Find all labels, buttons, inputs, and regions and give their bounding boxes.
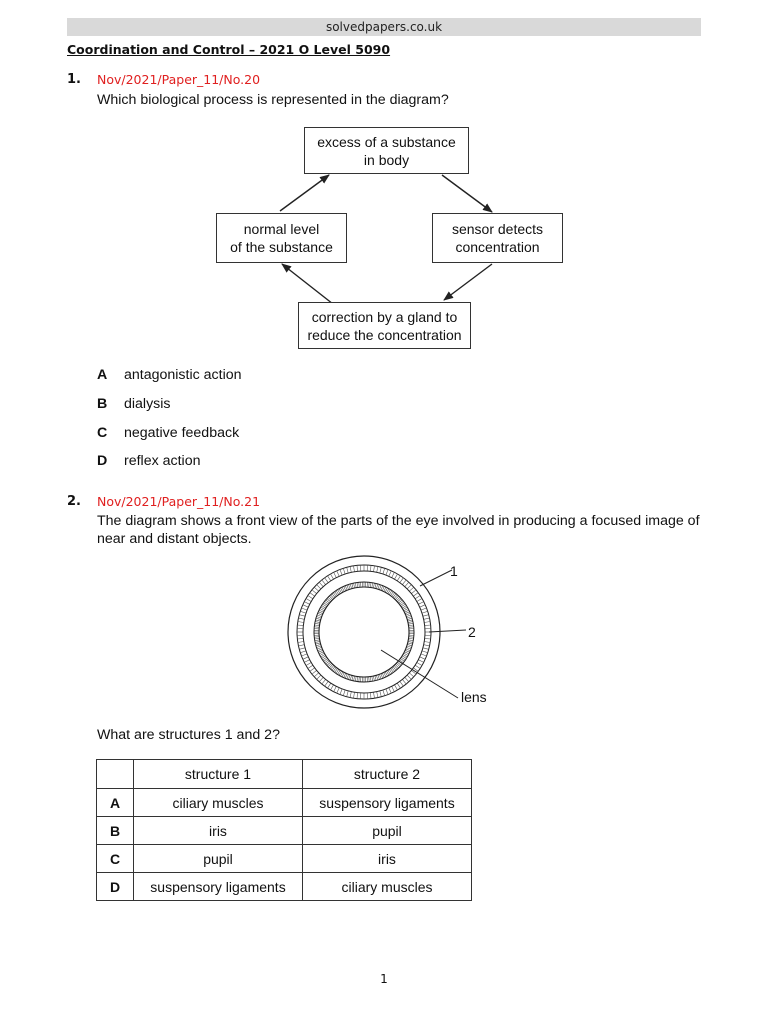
leader-2 [429, 630, 466, 632]
ligament-hatch-line [405, 612, 410, 614]
ciliary-hatch-line [337, 688, 340, 694]
ciliary-hatch-line [310, 593, 315, 597]
ciliary-hatch-line [300, 651, 306, 653]
eye-label-1: 1 [450, 563, 458, 579]
ligament-hatch-line [352, 676, 353, 681]
ciliary-hatch-line [386, 570, 388, 576]
ciliary-hatch-line [395, 685, 398, 690]
ciliary-hatch-line [319, 582, 323, 587]
ciliary-hatch-line [405, 582, 409, 587]
ciliary-hatch-line [302, 654, 308, 656]
ligament-hatch-line [347, 585, 349, 590]
ciliary-hatch-line [370, 565, 371, 571]
ligament-hatch-line [408, 643, 413, 644]
ciliary-hatch-line [299, 618, 305, 619]
ligament-hatch-line [373, 676, 374, 681]
option-text: reflex action [124, 453, 201, 469]
question-2-reference: Nov/2021/Paper_11/No.21 [97, 494, 261, 509]
ligament-hatch-line [318, 650, 323, 652]
ligament-hatch-line [350, 675, 351, 680]
row-structure-2: ciliary muscles [303, 873, 472, 901]
question-2-number: 2. [67, 494, 81, 509]
row-structure-1: ciliary muscles [134, 789, 303, 817]
q1-option-a[interactable] [97, 367, 242, 383]
ciliary-hatch-line [377, 692, 378, 698]
ligament-hatch-line [357, 677, 358, 682]
ligament-hatch-line [406, 649, 411, 651]
ciliary-hatch-line [303, 657, 309, 660]
ligament-hatch-line [314, 627, 319, 628]
ligament-hatch-line [355, 583, 356, 588]
ciliary-hatch-line [299, 645, 305, 646]
ligament-hatch-line [344, 673, 346, 678]
ciliary-hatch-line [357, 693, 358, 699]
ligament-hatch-line [352, 584, 353, 589]
ligament-hatch-line [345, 674, 347, 679]
ligament-hatch-line [315, 640, 320, 641]
ciliary-hatch-line [337, 571, 340, 577]
ciliary-hatch-line [322, 580, 326, 585]
answer-table [96, 759, 472, 901]
ligament-hatch-line [354, 583, 355, 588]
ligament-hatch-line [406, 613, 411, 615]
ciliary-hatch-line [389, 688, 392, 694]
arrow-bottom-to-left [282, 264, 333, 304]
table-header-structure-2: structure 2 [303, 760, 472, 789]
ciliary-hatch-line [424, 645, 430, 646]
q1-option-c[interactable] [97, 425, 239, 441]
ciliary-hatch-line [328, 683, 331, 688]
ligament-hatch-line [344, 586, 346, 591]
ciliary-hatch-line [331, 685, 334, 690]
ciliary-hatch-line [415, 665, 420, 668]
ciliary-hatch-line [340, 570, 342, 576]
ciliary-hatch-line [314, 587, 319, 591]
eye-label-lens: lens [461, 689, 487, 705]
box-excess-substance: excess of a substance in body [304, 127, 469, 174]
ciliary-hatch-line [413, 593, 418, 597]
ligament-hatch-line [408, 623, 413, 624]
ciliary-hatch-line [304, 660, 309, 663]
ciliary-hatch-line [377, 567, 378, 573]
ciliary-hatch-line [421, 654, 427, 656]
ciliary-hatch-line [407, 585, 411, 589]
ligament-hatch-line [409, 638, 414, 639]
ciliary-hatch-line [374, 692, 375, 698]
ligament-hatch-line [407, 617, 412, 619]
ciliary-hatch-line [421, 608, 427, 610]
ciliary-hatch-line [425, 625, 431, 626]
ciliary-hatch-line [302, 608, 308, 610]
ciliary-hatch-line [397, 576, 400, 581]
ligament-hatch-line [349, 675, 351, 680]
arrow-left-to-top [280, 175, 329, 211]
ciliary-hatch-line [424, 618, 430, 619]
ciliary-hatch-line [424, 642, 430, 643]
ligament-hatch-line [375, 584, 376, 589]
question-1-number: 1. [67, 72, 81, 87]
ciliary-hatch-line [383, 690, 385, 696]
ciliary-hatch-line [312, 590, 317, 594]
ligament-hatch-line [381, 586, 383, 591]
ligament-hatch-line [315, 622, 320, 623]
table-row[interactable] [97, 873, 472, 901]
ciliary-hatch-line [392, 572, 395, 577]
ciliary-hatch-line [423, 615, 429, 617]
ciliary-hatch-line [331, 574, 334, 579]
ligament-hatch-line [378, 584, 380, 589]
ligament-hatch-line [409, 637, 414, 638]
ligament-hatch-line [379, 674, 381, 679]
ciliary-hatch-line [340, 689, 342, 695]
ligament-hatch-line [405, 650, 410, 652]
ligament-hatch-line [407, 644, 412, 645]
ligament-hatch-line [407, 618, 412, 619]
arrow-right-to-bottom [444, 264, 492, 300]
ligament-hatch-line [316, 643, 321, 644]
site-header-bar: solvedpapers.co.uk [67, 18, 701, 36]
question-1-reference: Nov/2021/Paper_11/No.20 [97, 72, 261, 87]
ciliary-hatch-line [422, 651, 428, 653]
ciliary-hatch-line [402, 679, 406, 684]
ligament-hatch-line [315, 625, 320, 626]
ligament-hatch-line [369, 582, 370, 587]
ciliary-hatch-line [383, 568, 385, 574]
ligament-hatch-line [375, 676, 376, 681]
ciliary-hatch-line [374, 566, 375, 572]
ligament-hatch-line [409, 625, 414, 626]
ligament-hatch-line [350, 584, 351, 589]
ligament-hatch-line [379, 585, 381, 590]
option-letter: C [97, 425, 108, 441]
ciliary-hatch-line [319, 677, 323, 682]
ligament-hatch-line [382, 673, 384, 678]
table-row[interactable] [97, 789, 472, 817]
question-2-text: The diagram shows a front view of the parts of the eye involved in producing a focused image of near and distant objects. [97, 513, 700, 547]
row-key: B [97, 817, 134, 845]
ciliary-hatch-line [386, 689, 388, 695]
option-text: antagonistic action [124, 367, 242, 383]
ligament-hatch-line [345, 586, 347, 591]
ciliary-hatch-line [423, 648, 429, 650]
ciliary-hatch-line [400, 681, 404, 686]
row-structure-1: iris [134, 817, 303, 845]
ciliary-hatch-line [418, 660, 423, 663]
ciliary-hatch-line [308, 665, 313, 668]
ligament-hatch-line [359, 677, 360, 682]
ligament-hatch-line [408, 622, 413, 623]
ligament-hatch-line [347, 674, 349, 679]
ciliary-hatch-line [308, 596, 313, 599]
ligament-hatch-line [376, 584, 377, 589]
ligament-hatch-line [357, 583, 358, 588]
document-title: Coordination and Control – 2021 O Level 5090 [67, 42, 391, 57]
ciliary-hatch-line [298, 642, 304, 643]
ciliary-hatch-line [298, 622, 304, 623]
ciliary-hatch-line [347, 567, 349, 573]
ligament-hatch-line [409, 627, 414, 628]
ligament-hatch-line [315, 638, 320, 639]
ligament-hatch-line [314, 637, 319, 638]
ciliary-hatch-line [322, 679, 326, 684]
row-structure-2: pupil [303, 817, 472, 845]
ciliary-hatch-line [297, 638, 303, 639]
lens-edge [319, 587, 409, 677]
ciliary-hatch-line [334, 572, 337, 577]
ciliary-hatch-line [395, 574, 398, 579]
ligament-hatch-line [408, 640, 413, 641]
row-structure-2: iris [303, 845, 472, 873]
ciliary-hatch-line [424, 622, 430, 623]
ciliary-hatch-line [392, 686, 395, 691]
ciliary-hatch-line [350, 692, 351, 698]
ciliary-hatch-line [397, 683, 400, 688]
ciliary-hatch-line [402, 580, 406, 585]
ligament-hatch-line [373, 583, 374, 588]
ligament-hatch-line [315, 623, 320, 624]
ligament-hatch-line [354, 676, 355, 681]
ligament-hatch-line [315, 641, 320, 642]
ligament-hatch-line [406, 615, 411, 617]
box-normal-level: normal level of the substance [216, 213, 347, 263]
ligament-hatch-line [408, 641, 413, 642]
table-header-structure-1: structure 1 [134, 760, 303, 789]
ciliary-hatch-line [297, 625, 303, 626]
ciliary-hatch-line [314, 673, 319, 677]
ciliary-hatch-line [409, 673, 414, 677]
ligament-hatch-line [370, 583, 371, 588]
row-key: C [97, 845, 134, 873]
ciliary-hatch-line [299, 615, 305, 617]
option-letter: B [97, 396, 108, 412]
ciliary-hatch-line [389, 571, 392, 577]
ligament-hatch-line [370, 677, 371, 682]
ciliary-hatch-line [325, 578, 329, 583]
ciliary-hatch-line [370, 693, 371, 699]
ligament-hatch-line [407, 646, 412, 648]
ligament-hatch-line [376, 675, 377, 680]
table-row[interactable] [97, 817, 472, 845]
ciliary-hatch-line [299, 648, 305, 650]
arrow-top-to-right [442, 175, 492, 212]
ligament-hatch-line [369, 677, 370, 682]
ligament-hatch-line [316, 617, 321, 619]
ciliary-hatch-line [380, 567, 382, 573]
ciliary-hatch-line [405, 677, 409, 682]
ciliary-hatch-line [303, 605, 309, 608]
ciliary-hatch-line [380, 691, 382, 697]
box-gland-correction: correction by a gland to reduce the concentration [298, 302, 471, 349]
ligament-hatch-line [378, 675, 380, 680]
eye-diagram [288, 556, 466, 708]
ligament-hatch-line [318, 613, 323, 615]
ciliary-hatch-line [409, 587, 414, 591]
ligament-hatch-line [372, 676, 373, 681]
ligament-hatch-line [408, 620, 413, 621]
ligament-hatch-line [317, 615, 322, 617]
ligament-hatch-line [372, 583, 373, 588]
ligament-hatch-line [316, 620, 321, 621]
ciliary-hatch-line [354, 566, 355, 572]
ciliary-hatch-line [422, 611, 428, 613]
ciliary-hatch-line [328, 576, 331, 581]
ligament-hatch-line [406, 647, 411, 649]
row-structure-1: pupil [134, 845, 303, 873]
ciliary-hatch-line [306, 599, 311, 602]
ligament-hatch-line [382, 586, 384, 591]
ciliary-hatch-line [417, 599, 422, 602]
row-key: D [97, 873, 134, 901]
ciliary-hatch-line [357, 565, 358, 571]
ligament-hatch-line [349, 584, 351, 589]
ligament-hatch-line [381, 674, 383, 679]
option-letter: D [97, 453, 108, 469]
ciliary-hatch-line [425, 638, 431, 639]
eye-label-2: 2 [468, 624, 476, 640]
ciliary-hatch-line [310, 668, 315, 672]
q1-option-b[interactable] [97, 396, 171, 412]
ciliary-hatch-line [347, 691, 349, 697]
table-header-empty [97, 760, 134, 789]
ciliary-hatch-line [325, 681, 329, 686]
box-sensor-detects: sensor detects concentration [432, 213, 563, 263]
ligament-hatch-line [318, 612, 323, 614]
ciliary-hatch-line [312, 670, 317, 674]
ligament-hatch-line [316, 646, 321, 648]
q1-option-d[interactable] [97, 453, 201, 469]
ligament-hatch-line [318, 649, 323, 651]
ciliary-hatch-line [407, 675, 411, 679]
ligament-hatch-line [316, 618, 321, 619]
ciliary-hatch-line [304, 602, 309, 605]
page-number: 1 [380, 972, 388, 986]
row-structure-1: suspensory ligaments [134, 873, 303, 901]
table-header-row [97, 760, 472, 789]
ciliary-hatch-line [350, 567, 351, 573]
ciliary-hatch-line [415, 596, 420, 599]
ciliary-hatch-line [317, 585, 321, 589]
ciliary-hatch-line [417, 663, 422, 666]
ciliary-hatch-line [411, 590, 416, 594]
ciliary-hatch-line [418, 602, 423, 605]
table-row[interactable] [97, 845, 472, 873]
option-text: negative feedback [124, 425, 240, 441]
ligament-hatch-line [317, 647, 322, 649]
row-key: A [97, 789, 134, 817]
ligament-hatch-line [355, 676, 356, 681]
option-text: dialysis [124, 396, 171, 412]
ciliary-hatch-line [400, 578, 404, 583]
ciliary-hatch-line [354, 692, 355, 698]
ciliary-hatch-line [420, 657, 426, 660]
ligament-hatch-line [359, 582, 360, 587]
ciliary-hatch-line [317, 675, 321, 679]
ciliary-hatch-line [420, 605, 426, 608]
question-1-text: Which biological process is represented in the diagram? [97, 92, 449, 108]
ciliary-hatch-line [343, 568, 345, 574]
ciliary-hatch-line [300, 611, 306, 613]
row-structure-2: suspensory ligaments [303, 789, 472, 817]
option-letter: A [97, 367, 108, 383]
leader-1 [420, 570, 452, 586]
ciliary-hatch-line [343, 690, 345, 696]
ciliary-hatch-line [334, 686, 337, 691]
ciliary-hatch-line [306, 663, 311, 666]
question-2-prompt: What are structures 1 and 2? [97, 727, 280, 743]
ligament-hatch-line [316, 644, 321, 645]
